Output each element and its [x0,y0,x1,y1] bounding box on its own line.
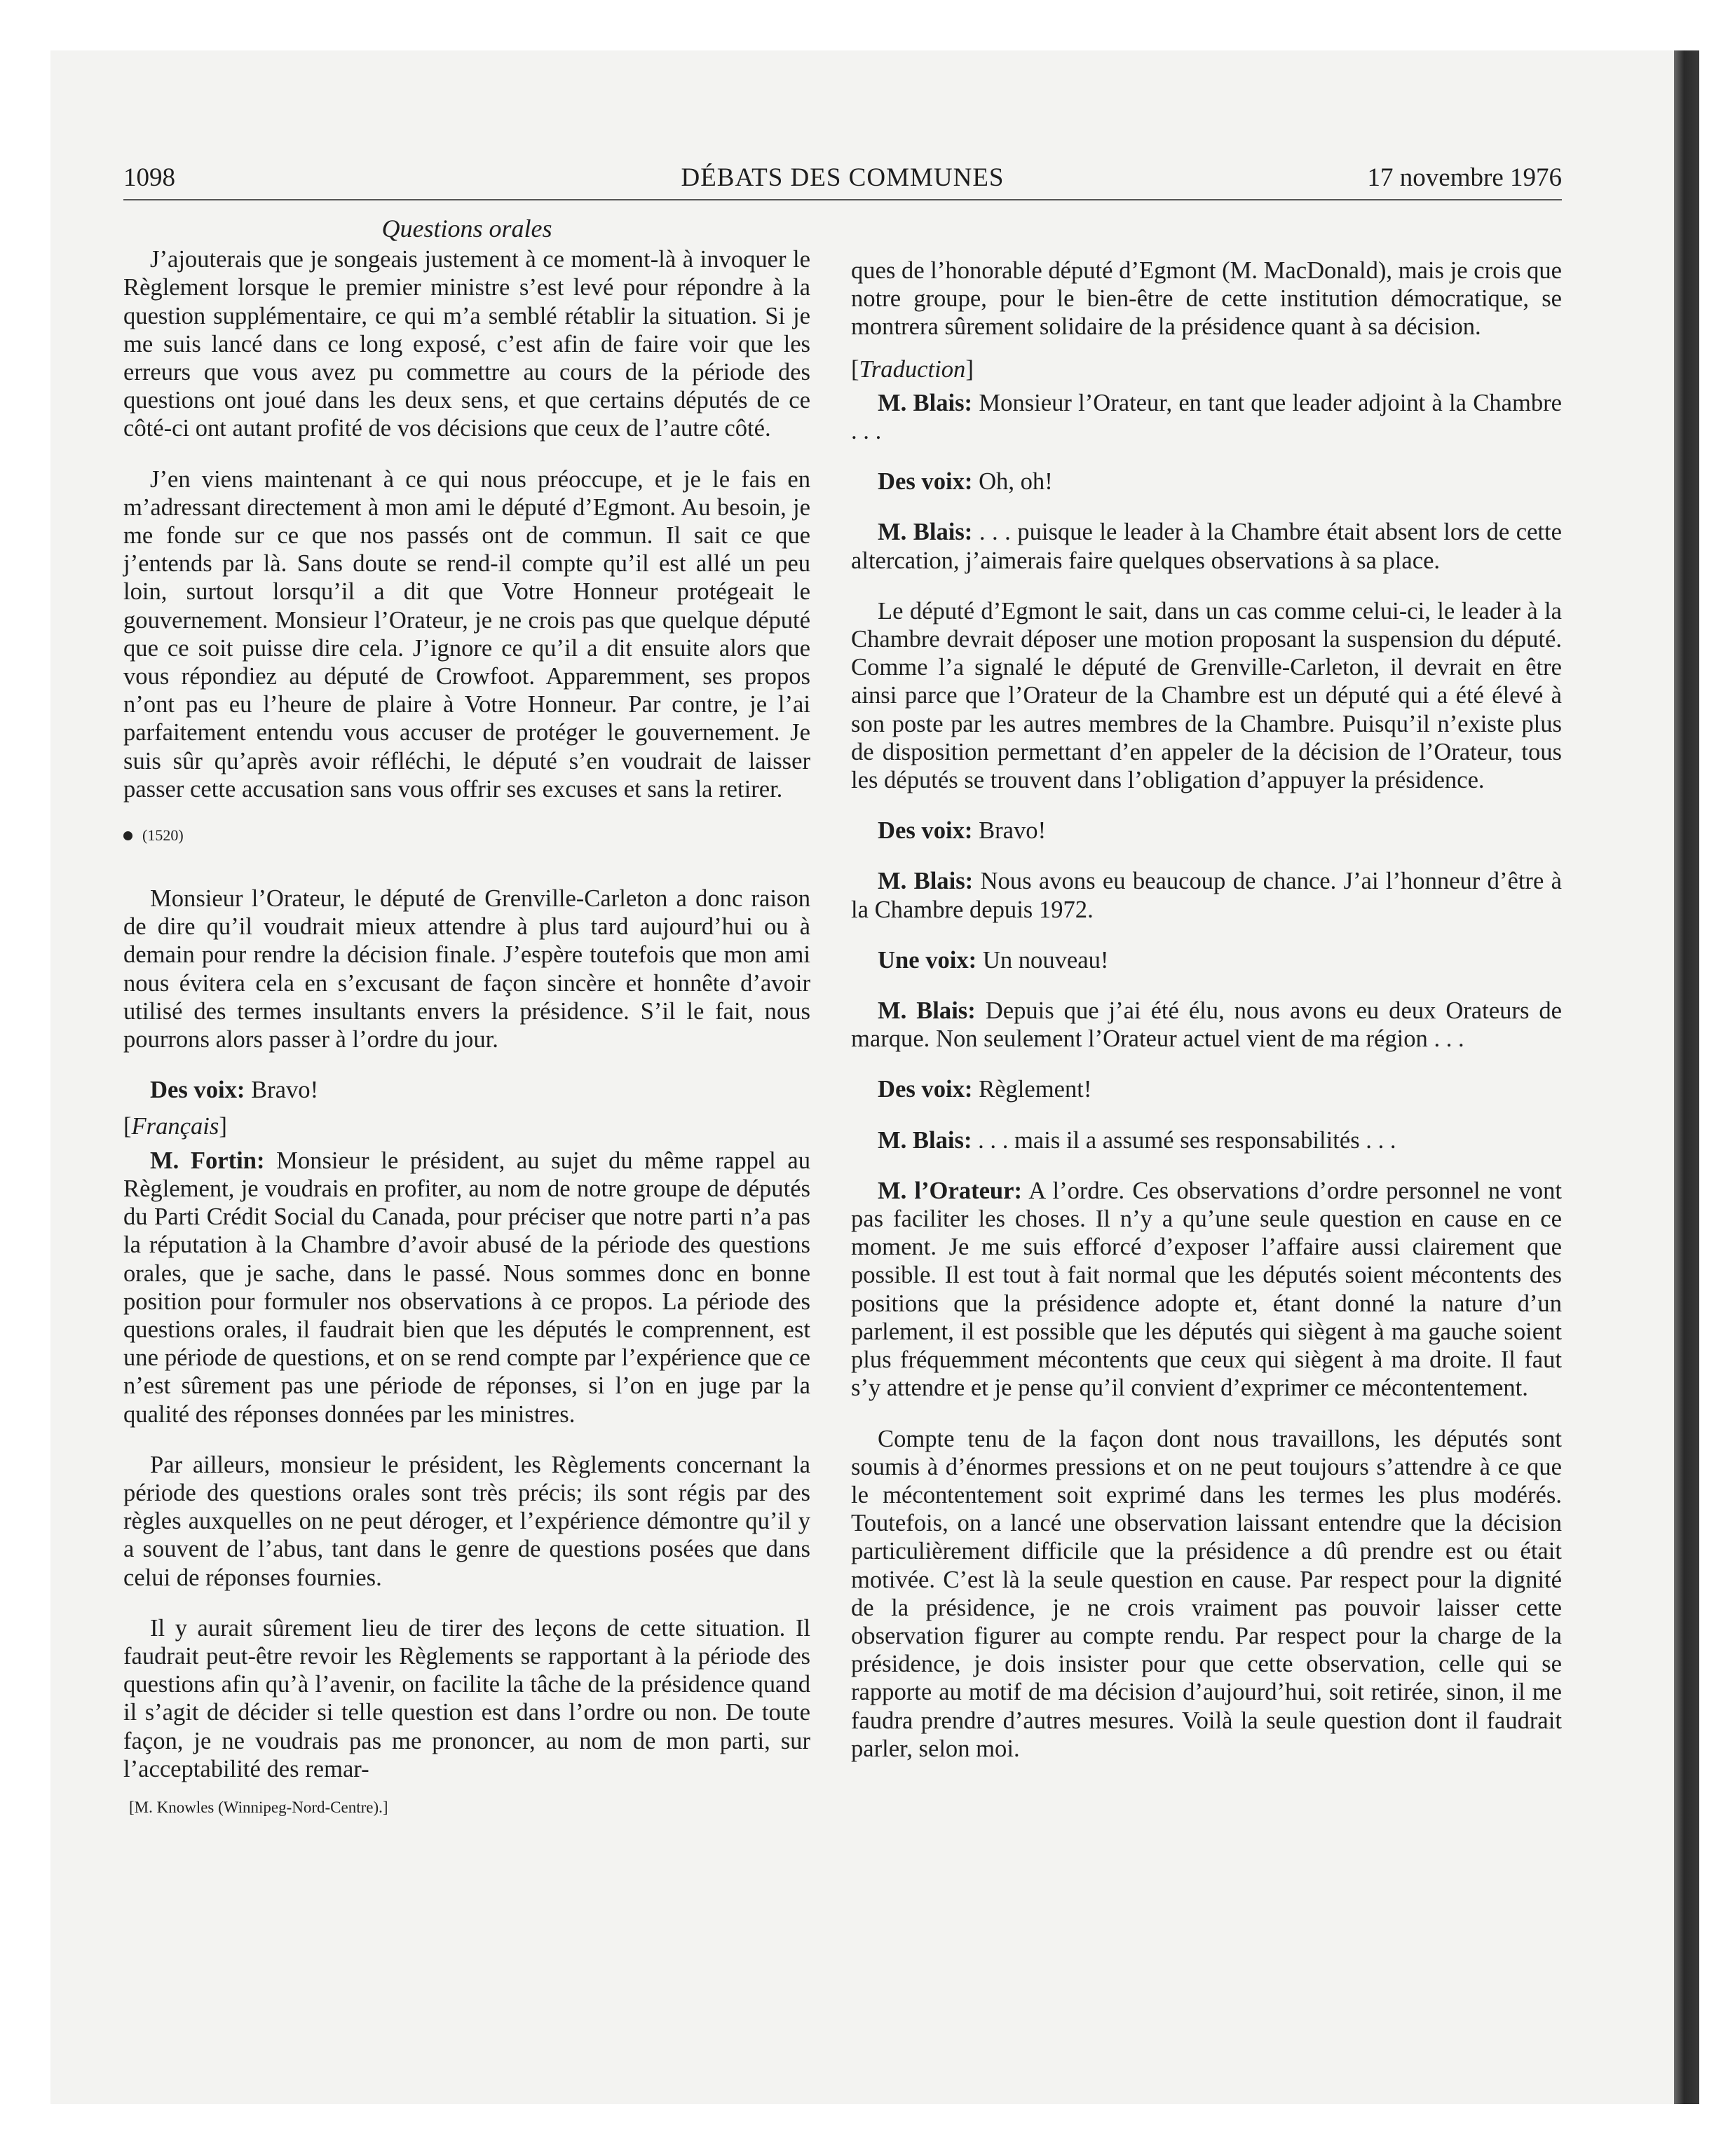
language-marker: [Français] [123,1113,227,1140]
speech-text: Bravo! [251,1077,319,1104]
speaker-turn [851,867,1562,923]
page-number: 1098 [123,163,175,192]
speaker-turn [851,997,1562,1053]
speaker-name: M. Blais: [878,389,973,416]
speaker-name: Des voix: [878,468,973,496]
paragraph-continued: ques de l’honorable député d’Egmont (M. MacDonald), mais je crois que notre groupe, pour le bien-être de cette institution démocratique, se montrera sûrement solidaire de la présidence quant à sa décision. [851,257,1563,341]
speech-text: A l’ordre. Ces observations d’ordre personnel ne vont pas faciliter les choses. Il n’y a qu’une seule question en cause en ce moment. Je me suis efforcé d’exposer l’affaire aussi clairement que possible. Il est tout à fait normal que les députés soient mécontents des positions que la présidence adopte et, étant donné la nature d’un parlement, il est possible que les députés qui siègent à ma gauche soient plus fréquemment mécontents que ceux qui siègent à ma droite. Il faut s’y attendre et je pense qu’il convient d’exprimer ce mécontentement. [851,1177,1562,1402]
speaker-turn [123,1147,810,1428]
paragraph: Compte tenu de la façon dont nous travaillons, les députés sont soumis à d’énormes pressions et on ne peut toujours s’attendre à ce que le mécontentement soit exprimé dans les termes les plus modérés. Toutefois, on a lancé une observation laissant entendre que la décision particulièrement difficile que la présidence a dû prendre est ou était motivée. C’est là la seule question en cause. Par respect pour la dignité de la présidence, je ne crois vraiment pas pouvoir laisser cette observation figurer au compte rendu. Par respect pour la charge de la présidence, je dois insister pour que cette observation, celle qui se rapporte au motif de ma décision d’aujourd’hui, soit retirée, sinon, il me faudra prendre d’autres mesures. Voilà la seule question dont il faudrait parler, selon moi. [851,1425,1562,1762]
speaker-name: Des voix: [150,1077,245,1104]
speech-text: Nous avons eu beaucoup de chance. J’ai l’honneur d’être à la Chambre depuis 1972. [851,868,1562,923]
language-label: Traduction [859,355,966,383]
speaker-name: M. Blais: [878,997,976,1025]
speaker-name: M. Blais: [878,519,973,546]
paragraph: Le député d’Egmont le sait, dans un cas comme celui-ci, le leader à la Chambre devrait déposer une motion proposant la suspension du député. Comme l’a signalé le député de Grenville-Carleton, il devrait en être ainsi parce que l’Orateur de la Chambre est un député qui a été élevé à son poste par les autres membres de la Chambre. Puisqu’il n’existe plus de disposition permettant d’en appeler de la décision de l’Orateur, tous les députés se trouvent dans l’obligation d’appuyer la présidence. [851,597,1562,794]
speaker-name: M. Blais: [878,1126,972,1154]
section-title: Questions orales [381,214,552,243]
speech-text: Règlement! [979,1076,1092,1103]
speaker-turn [851,389,1562,445]
time-marker-text: (1520) [142,826,184,845]
speech-text: Depuis que j’ai été élu, nous avons eu deux Orateurs de marque. Non seulement l’Orateur actuel vient de ma région . . . [851,997,1562,1053]
language-label: Français [131,1113,219,1140]
speech-text: Monsieur le président, au sujet du même rappel au Règlement, je voudrais en profiter, au nom de notre groupe de députés du Parti Crédit Social du Canada, pour préciser que notre parti n’a pas la réputation à la Chambre d’avoir abusé de la période des questions orales, que je sache, dans le passé. Nous sommes donc en bonne position pour formuler nos observations à ce propos. La période des questions orales, il faudrait bien que les députés le comprennent, est une période de questions, et on se rend compte par l’expérience que ce n’est sûrement pas une période de réponses, si l’on en juge par la qualité des réponses données par les ministres. [123,1147,810,1428]
publication-title: DÉBATS DES COMMUNES [681,163,1005,192]
paragraph: Par ailleurs, monsieur le président, les Règlements concernant la période des questions orales sont très précis; ils sont régis par des règles auxquelles on ne peut déroger, et l’expérience démontre qu’il y a souvent de l’abus, tant dans le genre de questions posées que dans celui de réponses fournies. [123,1451,810,1591]
time-marker [123,826,810,845]
left-column [123,214,810,1818]
speaker-name: M. Blais: [878,868,974,895]
speaker-name: M. Fortin: [150,1147,265,1174]
paragraph: Monsieur l’Orateur, le député de Grenville-Carleton a donc raison de dire qu’il voudrait mieux attendre à plus tard aujourd’hui ou à demain pour rendre la décision finale. J’espère toutefois que mon ami nous évitera cela en s’excusant de façon sincère et honnête d’avoir utilisé des termes insultants envers la présidence. S’il le fait, nous pourrons alors passer à l’ordre du jour. [123,885,810,1053]
speaker-name: Des voix: [878,817,973,845]
speaker-turn [123,1076,810,1104]
speech-text: Un nouveau! [982,946,1109,974]
speaker-turn [851,946,1562,974]
language-marker: [Traduction] [851,355,974,383]
speech-text: Bravo! [979,817,1047,845]
speech-text: . . . mais il a assumé ses responsabilités . . . [978,1126,1396,1154]
paragraph: J’en viens maintenant à ce qui nous préoccupe, et je le fais en m’adressant directement à mon ami le député d’Egmont. Au besoin, je me fonde sur ce que nos passés ont de commun. Il sait ce que j’entends par là. Sans doute se rend-il compte qu’il est allé un peu loin, surtout lorsqu’il a dit que Votre Honneur protégeait le gouvernement. Monsieur l’Orateur, je ne crois pas que quelque député que ce soit puisse dire cela. J’ignore ce qu’il a dit ensuite alors que vous répondiez au député de Crowfoot. Apparemment, ses propos n’ont pas eu l’heure de plaire à Votre Honneur. Par contre, je l’ai parfaitement entendu vous accuser de protéger le gouvernement. Je suis sûr qu’après avoir réfléchi, le député s’en voudrait de laisser passer cette accusation sans vous offrir ses excuses et sans la retirer. [123,465,810,803]
footnote: [M. Knowles (Winnipeg-Nord-Centre).] [129,1798,388,1816]
bullet-dot-icon [123,831,132,840]
speaker-turn [851,518,1562,574]
running-header [123,160,1562,200]
speaker-name: Des voix: [878,1076,973,1103]
page-edge-shadow [1674,50,1699,2104]
speech-text: . . . puisque le leader à la Chambre était absent lors de cette altercation, j’aimerais faire quelques observations à sa place. [851,519,1562,574]
speech-text: Monsieur l’Orateur, en tant que leader adjoint à la Chambre . . . [851,389,1562,445]
header-date: 17 novembre 1976 [1367,163,1562,192]
speaker-turn [851,1075,1562,1103]
speaker-turn [851,468,1562,496]
speaker-name: M. l’Orateur: [878,1177,1023,1204]
right-column [851,257,1562,1785]
paragraph: Il y aurait sûrement lieu de tirer des leçons de cette situation. Il faudrait peut-être revoir les Règlements se rapportant à la période des questions afin qu’à l’avenir, on facilite la tâche de la présidence quand il s’agit de décider si telle question est dans l’ordre ou non. De toute façon, je ne voudrais pas me prononcer, au nom de mon parti, sur l’acceptabilité des remar- [123,1614,810,1782]
speaker-turn [851,1126,1562,1154]
paragraph: J’ajouterais que je songeais justement à ce moment-là à invoquer le Règlement lorsque le premier ministre s’est levé pour répondre à la question supplémentaire, ce qui m’a semblé rétablir la situation. Si je me suis lancé dans ce long exposé, c’est afin de faire voir que les erreurs que vous avez pu commettre au cours de la période des questions ont joué dans les deux sens, et que certains députés de ce côté-ci ont autant profité de vos décisions que ceux de l’autre côté. [123,246,810,442]
speaker-name: Une voix: [878,946,977,974]
speaker-turn [851,817,1562,845]
speech-text: Oh, oh! [979,468,1053,496]
speaker-turn [851,1177,1562,1403]
